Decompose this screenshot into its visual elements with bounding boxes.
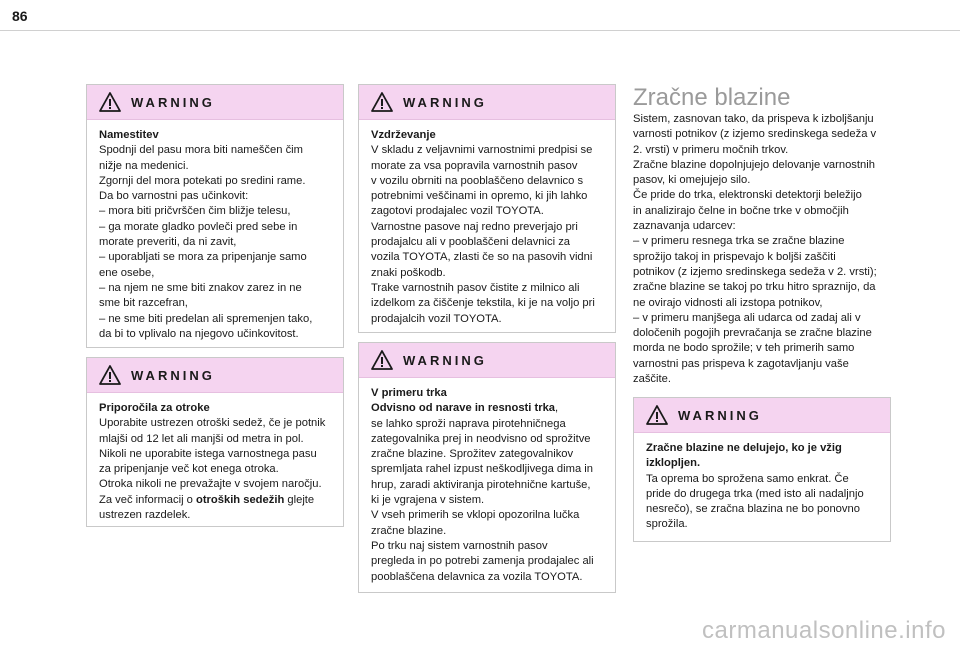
text-line: Trake varnostnih pasov čistite z milnico ali [371, 281, 580, 294]
warning-triangle-icon [371, 350, 393, 370]
warning-body [359, 378, 615, 595]
text-line: prodajalcih vozil TOYOTA. [371, 312, 502, 325]
text-line: zaznavanja udarcev: [633, 220, 736, 233]
text-line: Zračne blazine dopolnjujejo delovanje varnostnih [633, 158, 875, 171]
text-line-with-reference [99, 493, 333, 508]
text-line: zračne blazine. [371, 524, 447, 537]
warning-header [359, 85, 615, 120]
text-line: Zgornji del mora potekati po sredini rame. [99, 174, 306, 187]
section-title-airbags: Zračne blazine [633, 84, 791, 111]
text-line: potnikov (z izjemo sredinskega sedeža v 2. vrsti); [633, 265, 877, 278]
text-line: morate za vsa popravila varnostnih pasov [371, 159, 578, 172]
text-line: – mora biti pričvrščen čim bližje telesu, [99, 205, 291, 218]
text-line: Ta oprema bo sprožena samo enkrat. Če [646, 472, 849, 485]
warning-header [87, 358, 343, 393]
text-line: v vozilu obrniti na pooblaščeno delavnico s [371, 174, 584, 187]
text-line: se lahko sproži naprava pirotehničnega [371, 417, 566, 430]
text-line: morate preveriti, da ni zavit, [99, 236, 237, 249]
text-line: varnostni pas prispeva k zagotavljanju vaše [633, 357, 849, 370]
text-line: Da bo varnostni pas učinkovit: [99, 190, 249, 203]
text-line: zračne blazine se takoj po trku hitro spraznijo, da [633, 281, 876, 294]
text-line: znaki poškodb. [371, 266, 446, 279]
warning-box-airbags-ignition [633, 397, 891, 542]
text-line: mlajši od 12 let ali manjši od metra in pol. [99, 432, 304, 445]
warning-heading: Namestitev [99, 129, 159, 141]
warning-title: WARNING [403, 94, 487, 110]
warning-body [87, 120, 343, 352]
text-line: sme bit razcefran, [99, 297, 188, 310]
text-line: morda ne bodo sprožile; v teh primerih samo [633, 342, 855, 355]
text-line: pride do drugega trka (med isto ali nadaljnjo [646, 487, 864, 500]
warning-heading: izklopljen. [646, 457, 701, 470]
subheading-suffix: , [555, 402, 559, 415]
text-line: sprožijo takoj in prispevajo k boljši zaščiti [633, 250, 836, 263]
text-line: izdelkom za čiščenje tekstila, ki je na voljo pri [371, 297, 595, 310]
warning-header [359, 343, 615, 378]
text-line: Uporabite ustrezen otroški sedež, če je potnik [99, 417, 326, 430]
warning-body [87, 393, 343, 533]
text-line: ene osebe, [99, 266, 155, 279]
text-line: pasov, ki omejujejo silo. [633, 174, 751, 187]
warning-header [634, 398, 890, 433]
text-line: Po trku naj sistem varnostnih pasov [371, 539, 548, 552]
warning-box-children [86, 357, 344, 527]
page-number: 86 [12, 8, 28, 24]
top-divider [0, 30, 960, 31]
text-line: – na njem ne sme biti znakov zarez in ne [99, 281, 302, 294]
text-line: pregleda in po potrebi zamenja prodajalec ali [371, 555, 594, 568]
warning-triangle-icon [371, 92, 393, 112]
text-line: vozila TOYOTA, zlasti če so na pasovih vidni [371, 251, 593, 264]
ref-text: glejte [284, 493, 315, 506]
text-line: – v primeru resnega trka se zračne blazine [633, 235, 845, 248]
text-line: ki je vgrajena v sistem. [371, 494, 485, 507]
text-line: – ne sme biti predelan ali spremenjen tako, [99, 312, 313, 325]
text-line: Če pride do trka, elektronski detektorji beležijo [633, 189, 862, 202]
text-line: V skladu z veljavnimi varnostnimi predpisi se [371, 144, 593, 157]
warning-triangle-icon [646, 405, 668, 425]
warning-title: WARNING [131, 94, 215, 110]
warning-box-seatbelt-fitting [86, 84, 344, 348]
text-line: zaščite. [633, 373, 671, 386]
warning-title: WARNING [678, 407, 762, 423]
text-line: Varnostne pasove naj redno preverjajo pri [371, 220, 578, 233]
text-line: Sistem, zasnovan tako, da prispeva k izboljšanju [633, 113, 874, 125]
text-line: varnosti potnikov (z izjemo sredinskega sedeža v [633, 128, 877, 141]
text-line: – ga morate gladko povleči pred sebe in [99, 220, 298, 233]
ref-text: Za več informacij o [99, 493, 196, 506]
warning-triangle-icon [99, 92, 121, 112]
text-line: 2. vrsti) v primeru močnih trkov. [633, 143, 789, 156]
text-line: da bi to vplivalo na njegovo učinkovitost. [99, 327, 299, 340]
text-line: in analizirajo čelne in bočne trke v območjih [633, 204, 849, 217]
text-line: Nikoli ne uporabite istega varnostnega pasu [99, 447, 317, 460]
text-line: sprožila. [646, 518, 688, 531]
ref-bold: otroških sedežih [196, 493, 285, 506]
watermark: carmanualsonline.info [702, 617, 946, 644]
text-line: zračne blazine. Sprožitev zategovalnikov [371, 448, 574, 461]
airbags-description [633, 112, 903, 387]
text-line: Spodnji del pasu mora biti nameščen čim [99, 144, 303, 157]
warning-body [634, 433, 890, 543]
text-line: nesrečo), se zračna blazina ne bo ponovno [646, 503, 860, 516]
warning-header [87, 85, 343, 120]
text-line: pooblaščena delavnica za vozila TOYOTA. [371, 570, 583, 583]
text-line: zagotovi prodajalec vozil TOYOTA. [371, 205, 544, 218]
warning-title: WARNING [403, 352, 487, 368]
warning-title: WARNING [131, 367, 215, 383]
text-line: zategovalnika prej in neodvisno od sprožitve [371, 432, 591, 445]
text-line: za pripenjanje več kot enega otroka. [99, 463, 279, 476]
warning-box-maintenance [358, 84, 616, 333]
text-line: hrup, zaradi aktiviranja pirotehnične kartuše, [371, 478, 591, 491]
text-line: – uporabljati se mora za pripenjanje samo [99, 251, 307, 264]
warning-heading: V primeru trka [371, 387, 447, 399]
warning-heading: Vzdrževanje [371, 129, 436, 141]
text-line: V vseh primerih se vklopi opozorilna lučka [371, 509, 580, 522]
text-line: potrebnimi veščinami in opremo, ki jih lahko [371, 190, 588, 203]
warning-box-collision [358, 342, 616, 593]
warning-triangle-icon [99, 365, 121, 385]
text-line: – v primeru manjšega ali udarca od zadaj ali v [633, 311, 861, 324]
text-line: ustrezen razdelek. [99, 509, 191, 522]
text-line: nižje na medenici. [99, 159, 189, 172]
text-line: prodajalcu ali v pooblaščeni delavnici za [371, 236, 571, 249]
warning-subheading [371, 401, 605, 416]
text-line: Otroka nikoli ne prevažajte v svojem naročju. [99, 478, 322, 491]
warning-body [359, 120, 615, 337]
text-line: določenih pogojih prevračanja se zračne blazine [633, 327, 872, 340]
subheading-bold: Odvisno od narave in resnosti trka [371, 402, 556, 415]
warning-heading: Zračne blazine ne delujejo, ko je vžig [646, 442, 842, 454]
text-line: spremljata rahel izpust neškodljivega dima in [371, 463, 593, 476]
warning-heading: Priporočila za otroke [99, 402, 210, 414]
text-line: ne ovirajo vidnosti ali izstopa potnikov, [633, 296, 823, 309]
